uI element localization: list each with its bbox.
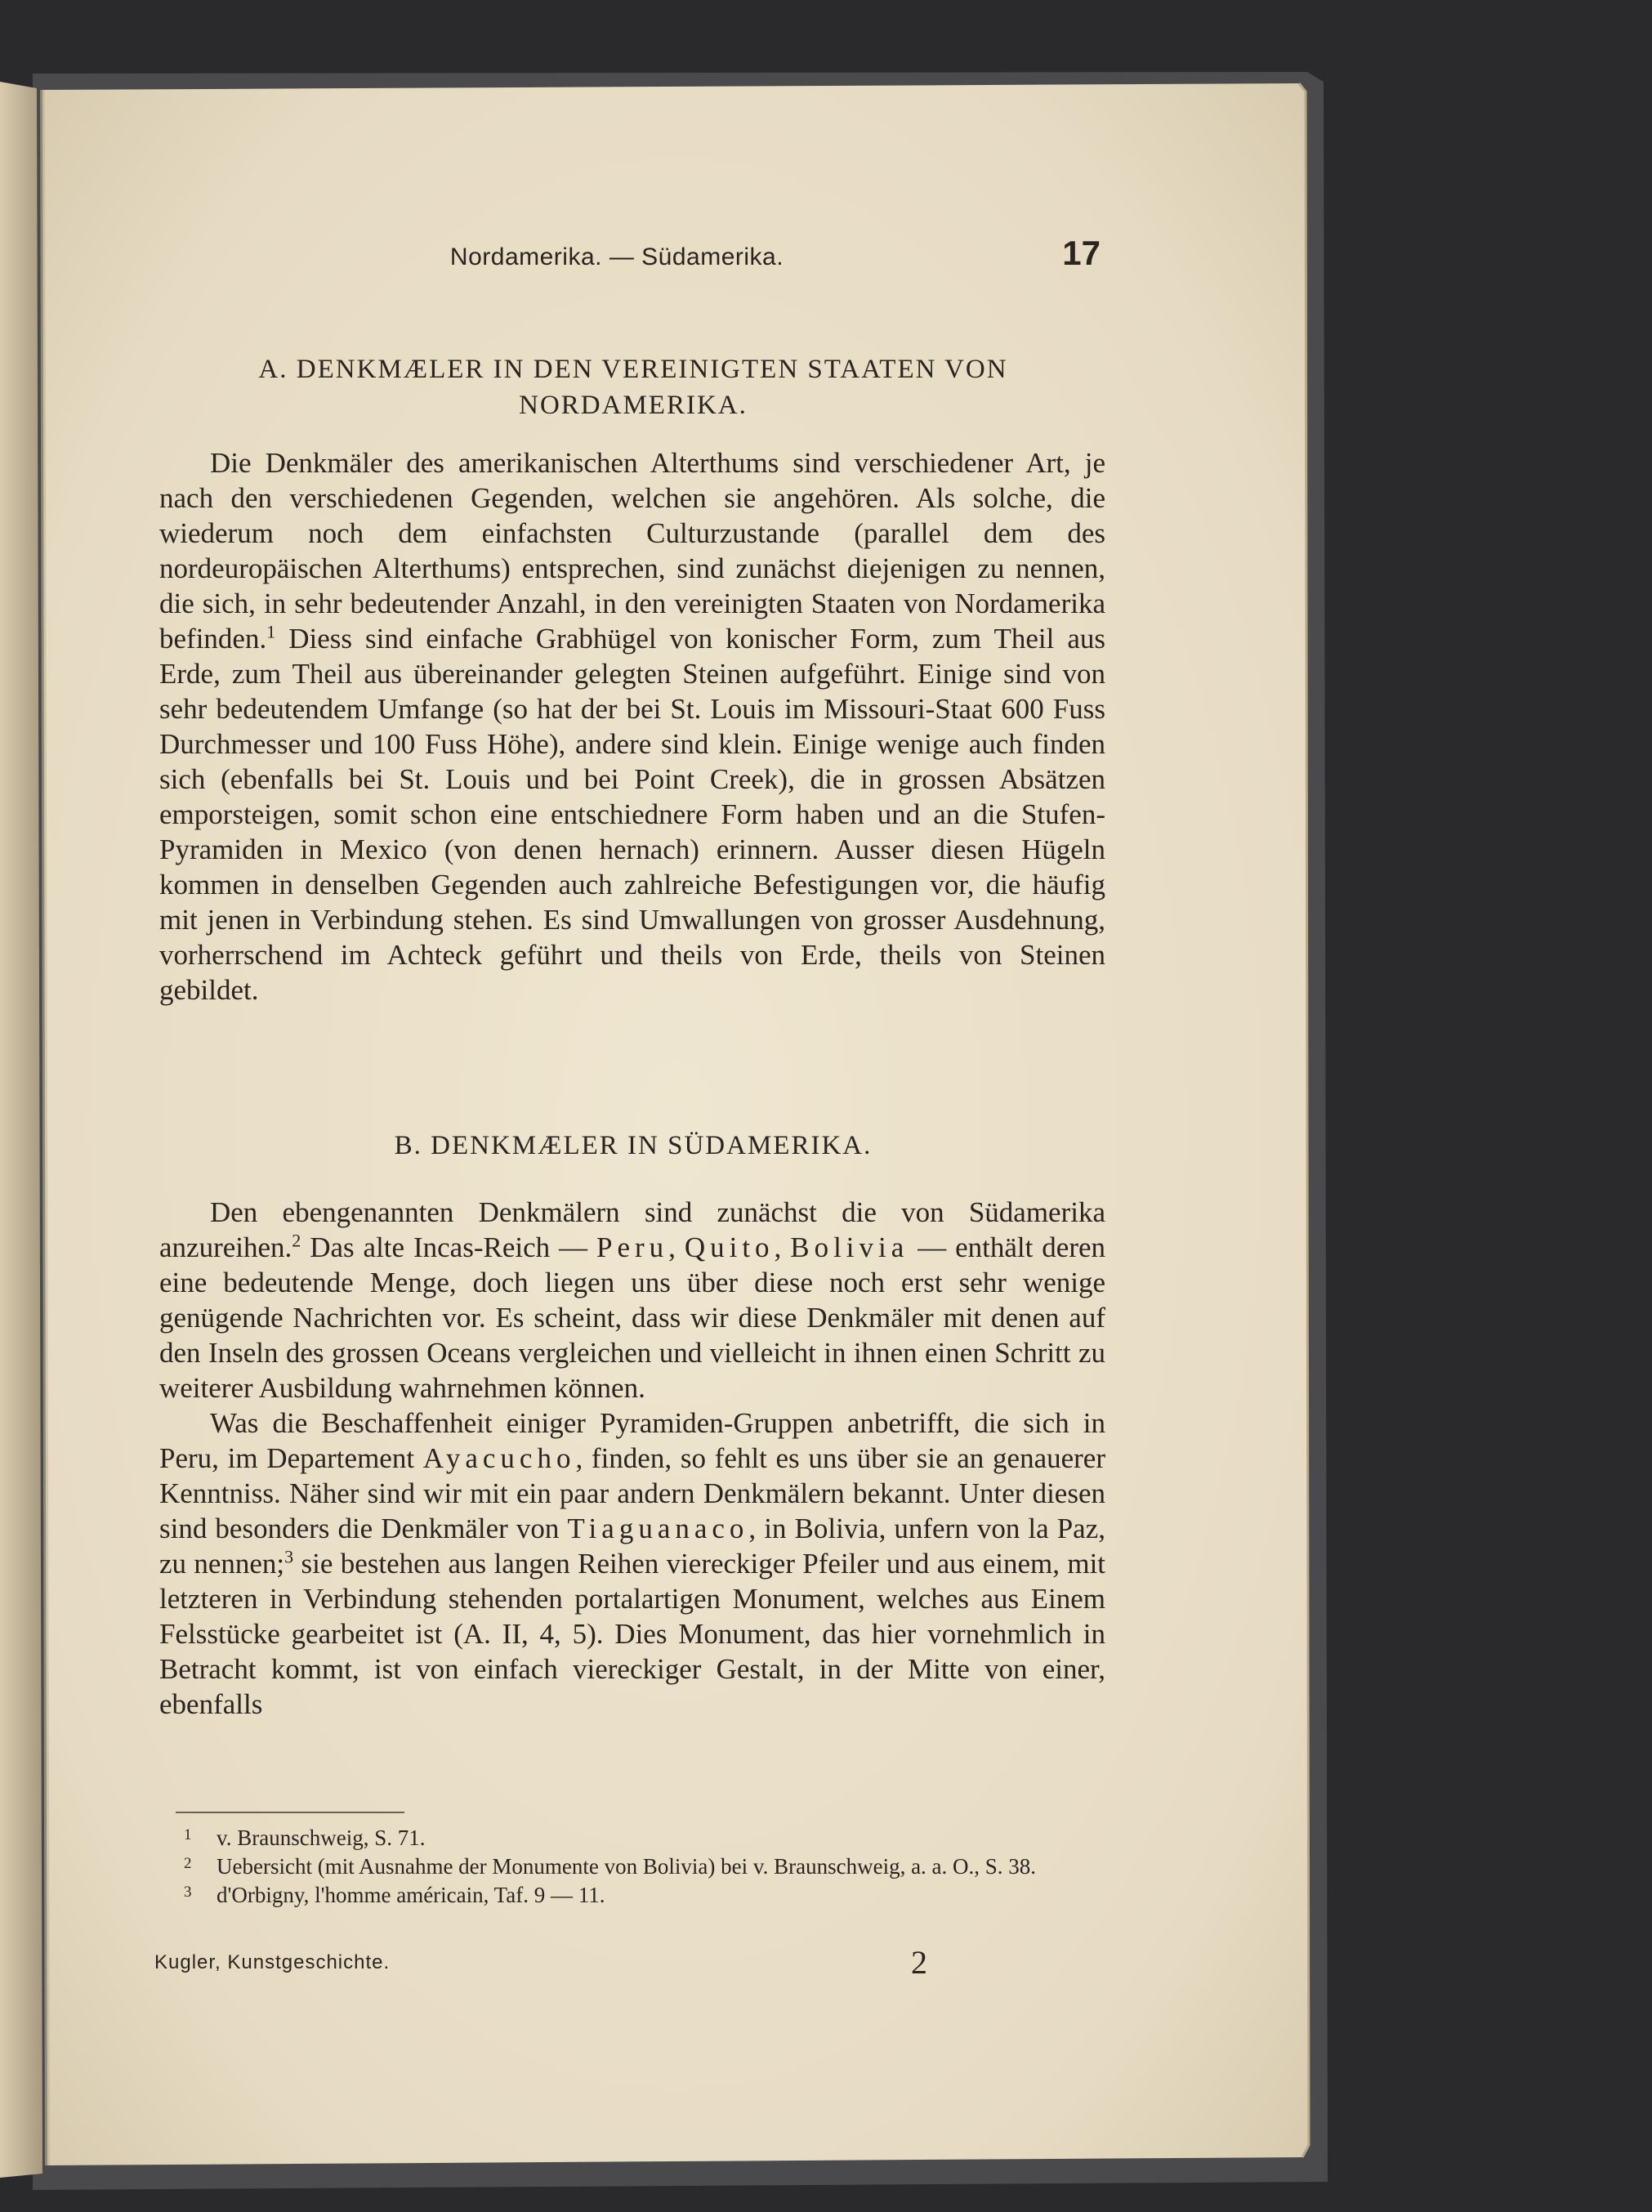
footnote-ref: 2 [292, 1230, 301, 1251]
book-page [154, 221, 1109, 2043]
text-run: Das alte Incas-Reich — [301, 1231, 596, 1263]
section-heading-a-line2: NORDAMERIKA. [519, 391, 748, 420]
section-b-body [159, 1195, 1105, 1722]
printer-signature: Kugler, Kunstgeschichte. [154, 1951, 391, 1973]
running-head-title: Nordamerika. — Südamerika. [449, 244, 784, 270]
text-run: , [668, 1231, 685, 1263]
footnote-ref: 3 [284, 1546, 294, 1567]
section-a-body [159, 445, 1105, 1008]
footnotes [184, 1824, 1105, 1910]
spaced-name: Bolivia [790, 1231, 909, 1263]
footnote-number: 1 [184, 1826, 192, 1843]
signature-mark: 2 [911, 1944, 927, 1981]
paragraph [159, 1405, 1105, 1722]
section-heading-a [208, 351, 1058, 423]
footnote-text: Uebersicht (mit Ausnahme der Monumente von Bolivia) bei v. Braunschweig, a. a. O., S. 38. [217, 1854, 1037, 1879]
footnote-number: 3 [184, 1884, 192, 1901]
spaced-name: Peru [596, 1231, 669, 1263]
text-run: Diess sind einfache Grabhügel von konischer Form, zum Theil aus Erde, zum Theil aus übereinander gelegten Steinen aufgeführt. Einige sind von sehr bedeutendem Umfange (so hat der bei St. Louis im Missouri-Staat 600 Fuss Durchmesser und 100 Fuss Höhe), andere sind klein. Einige wenige auch finden sich (ebenfalls bei St. Louis und bei Point Creek), die in grossen Absätzen emporsteigen, somit schon eine entschiednere Form haben und an die Stufen-Pyramiden in Mexico (von denen hernach) erinnern. Ausser diesen Hügeln kommen in denselben Gegenden auch zahlreiche Befestigungen vor, die häufig mit jenen in Verbindung stehen. Es sind Umwallungen von grosser Ausdehnung, vorherrschend im Achteck geführt und theils von Erde, theils von Steinen gebildet. [159, 623, 1105, 1006]
section-heading-b-line1: B. DENKMÆLER IN SÜDAMERIKA. [394, 1131, 873, 1160]
text-run: Was die Beschaffenheit einiger Pyramiden-Gruppen anbetrifft, die sich in Peru, im Departement [159, 1407, 1105, 1474]
spaced-name: Ayacucho [422, 1442, 576, 1474]
left-page-edge [0, 82, 42, 2178]
text-run: sie bestehen aus langen Reihen viereckiger Pfeiler und aus einem, mit letzteren in Verbindung stehenden portalartigen Monument, welches aus Einem Felsstücke gearbeitet ist (A. II, 4, 5). Dies Monument, das hier vornehmlich in Betracht kommt, ist von einfach viereckiger Gestalt, in der Mitte von einer, ebenfalls [159, 1548, 1106, 1720]
footnote-number: 2 [184, 1855, 192, 1872]
page-footer [154, 1943, 1109, 1984]
footnote-divider [176, 1812, 404, 1813]
spaced-name: Quito [684, 1231, 775, 1263]
text-run: , finden, so fehlt es uns über sie an genauerer Kenntniss. Näher sind wir mit ein paar andern Denkmälern bekannt. Unter diesen sind besonders die Denkmäler von [159, 1442, 1105, 1544]
spaced-name: Tiaguanaco [567, 1513, 749, 1544]
running-head [159, 234, 1109, 283]
text-run: Die Denkmäler des amerikanischen Alterthums sind verschiedener Art, je nach den verschiedenen Gegenden, welchen sie angehören. Als solche, die wiederum noch dem einfachsten Culturzustande (parallel dem des nordeuropäischen Alterthums) entsprechen, sind zunächst diejenigen zu nennen, die sich, in sehr bedeutender Anzahl, in den vereinigten Staaten von Nordamerika befinden. [159, 447, 1105, 655]
footnote-ref: 1 [266, 621, 276, 642]
footnote-text: v. Braunschweig, S. 71. [217, 1825, 426, 1850]
section-heading-b [208, 1128, 1058, 1164]
footnote-1 [184, 1824, 1105, 1852]
section-heading-a-line1: A. DENKMÆLER IN DEN VEREINIGTEN STAATEN VON [258, 355, 1008, 384]
paragraph [159, 1195, 1105, 1405]
footnote-3 [184, 1881, 1105, 1910]
text-run: , in Bolivia, unfern von la Paz, zu nennen; [159, 1513, 1105, 1580]
page-number: 17 [1062, 234, 1101, 272]
text-run: , [774, 1231, 791, 1263]
footnote-2 [184, 1852, 1105, 1881]
text-run: — enthält deren eine bedeutende Menge, doch liegen uns über diese noch erst sehr wenige genügende Nachrichten vor. Es scheint, dass wir diese Denkmäler mit denen auf den Inseln des grossen Oceans vergleichen und vielleicht in ihnen einen Schritt zu weiterer Ausbildung wahrnehmen können. [159, 1231, 1106, 1404]
paragraph [159, 445, 1105, 1008]
footnote-text: d'Orbigny, l'homme américain, Taf. 9 — 11. [217, 1883, 605, 1907]
text-run: Den ebengenannten Denkmälern sind zunächst die von Südamerika anzureihen. [159, 1196, 1105, 1263]
